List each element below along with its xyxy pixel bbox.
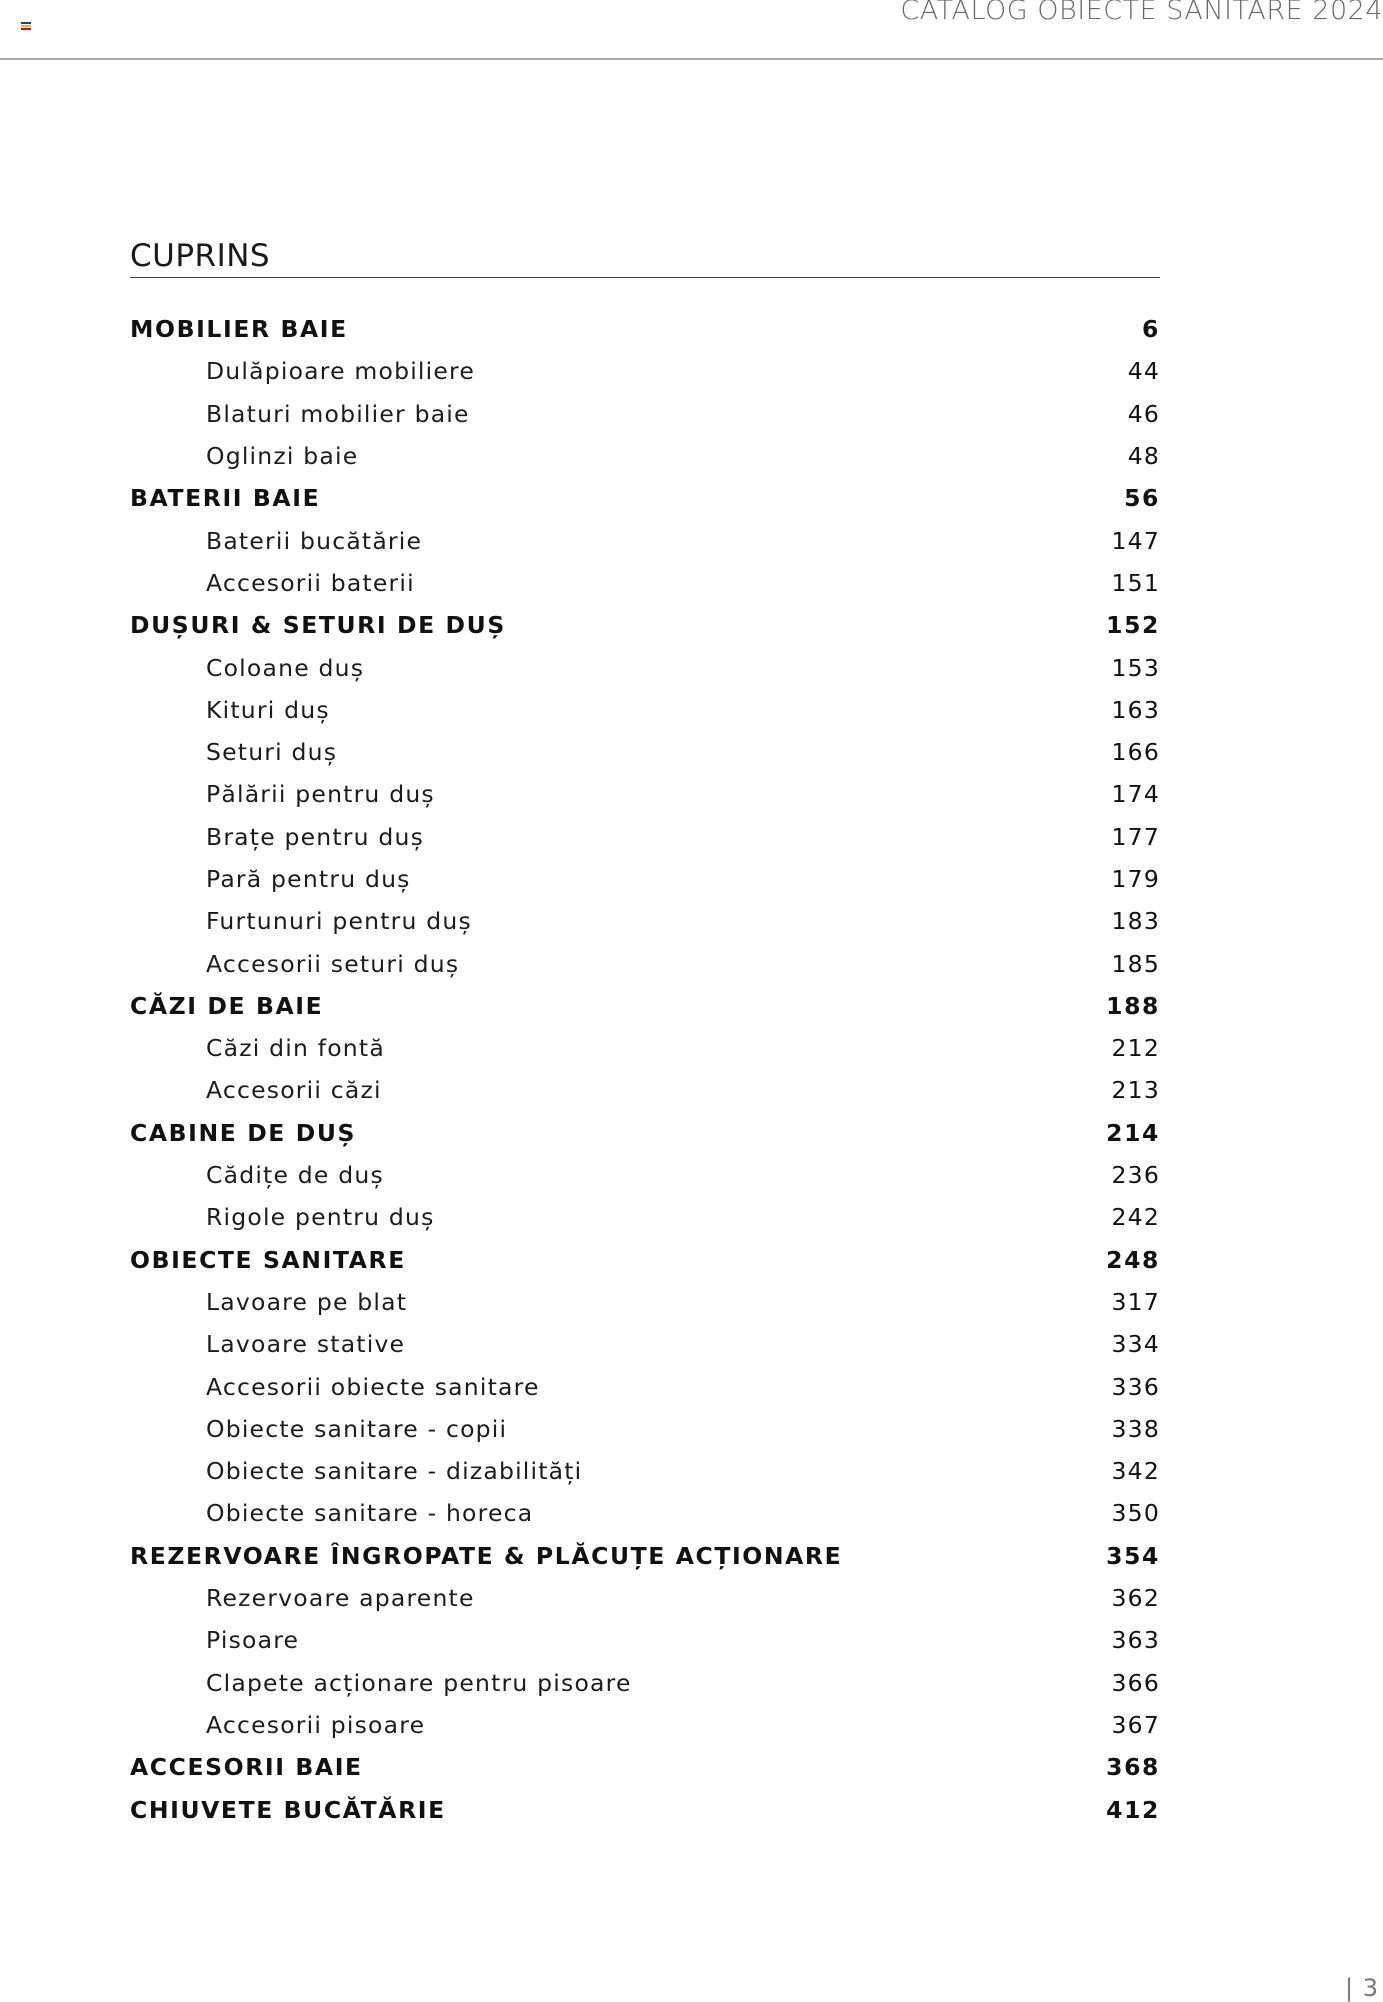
toc-entry-label: Kituri duș — [206, 695, 330, 724]
toc-entry-label: CHIUVETE BUCĂTĂRIE — [130, 1795, 446, 1824]
toc-entry-page-number: 336 — [1111, 1372, 1160, 1401]
toc-entry-label: Dulăpioare mobiliere — [206, 357, 476, 386]
toc-entry-label: Lavoare stative — [206, 1330, 406, 1359]
toc-entry-page-number: 236 — [1111, 1161, 1160, 1190]
toc-section-entry[interactable] — [130, 1788, 1160, 1830]
toc-subsection-entry[interactable] — [130, 1154, 1160, 1196]
toc-entry-page-number: 185 — [1111, 949, 1160, 978]
toc-entry-label: Obiecte sanitare - horeca — [206, 1499, 534, 1528]
toc-entry-page-number: 212 — [1111, 1034, 1160, 1063]
toc-entry-page-number: 248 — [1106, 1245, 1160, 1274]
toc-entry-page-number: 177 — [1111, 822, 1160, 851]
toc-section-entry[interactable] — [130, 985, 1160, 1027]
toc-entry-page-number: 163 — [1111, 695, 1160, 724]
toc-entry-page-number: 368 — [1106, 1753, 1160, 1782]
toc-subsection-entry[interactable] — [130, 1704, 1160, 1746]
toc-subsection-entry[interactable] — [130, 1069, 1160, 1111]
toc-entry-label: DUȘURI & SETURI DE DUȘ — [130, 611, 506, 640]
toc-entry-label: Căzi din fontă — [206, 1034, 385, 1063]
toc-entry-label: Accesorii obiecte sanitare — [206, 1372, 540, 1401]
toc-entry-page-number: 147 — [1111, 526, 1160, 555]
toc-entry-page-number: 46 — [1127, 399, 1160, 428]
toc-entry-label: Pară pentru duș — [206, 865, 411, 893]
toc-entry-label: Accesorii baterii — [206, 568, 415, 597]
catalog-title: CATALOG OBIECTE SANITARE 2024 — [900, 0, 1383, 24]
toc-entry-label: Brațe pentru duș — [206, 822, 425, 851]
toc-subsection-entry[interactable] — [130, 1619, 1160, 1661]
toc-subsection-entry[interactable] — [130, 393, 1160, 435]
toc-subsection-entry[interactable] — [130, 1577, 1160, 1619]
toc-subsection-entry[interactable] — [130, 562, 1160, 604]
toc-entry-page-number: 342 — [1111, 1457, 1160, 1486]
toc-entry-label: Blaturi mobilier baie — [206, 399, 470, 428]
toc-entry-label: Rezervoare aparente — [206, 1584, 475, 1613]
toc-entry-label: Cădițe de duș — [206, 1161, 384, 1190]
toc-entry-page-number: 354 — [1106, 1541, 1160, 1570]
toc-divider — [130, 277, 1160, 278]
toc-subsection-entry[interactable] — [130, 816, 1160, 858]
toc-entry-page-number: 366 — [1111, 1668, 1160, 1697]
toc-entry-page-number: 363 — [1111, 1626, 1160, 1655]
toc-subsection-entry[interactable] — [130, 689, 1160, 731]
toc-entry-label: ACCESORII BAIE — [130, 1753, 363, 1782]
toc-entry-label: Oglinzi baie — [206, 442, 359, 471]
toc-entry-page-number: 151 — [1111, 568, 1160, 597]
toc-entry-page-number: 213 — [1111, 1076, 1160, 1105]
toc-entry-page-number: 48 — [1127, 442, 1160, 471]
toc-entry-label: OBIECTE SANITARE — [130, 1245, 406, 1274]
toc-section-entry[interactable] — [130, 1535, 1160, 1577]
toc-subsection-entry[interactable] — [130, 1281, 1160, 1323]
toc-entry-page-number: 166 — [1111, 738, 1160, 767]
flag-stripe-yellow — [21, 25, 31, 27]
toc-entry-page-number: 153 — [1111, 653, 1160, 682]
toc-entry-label: Pălării pentru duș — [206, 780, 435, 809]
toc-subsection-entry[interactable] — [130, 1662, 1160, 1704]
page-header — [0, 0, 1383, 60]
toc-subsection-entry[interactable] — [130, 1450, 1160, 1492]
toc-subsection-entry[interactable] — [130, 900, 1160, 942]
toc-section-entry[interactable] — [130, 1239, 1160, 1281]
toc-entry-page-number: 334 — [1111, 1330, 1160, 1359]
toc-subsection-entry[interactable] — [130, 1196, 1160, 1238]
toc-entry-page-number: 152 — [1106, 611, 1160, 640]
toc-subsection-entry[interactable] — [130, 1027, 1160, 1069]
toc-title: CUPRINS — [130, 238, 271, 274]
toc-entry-label: Coloane duș — [206, 653, 365, 682]
toc-subsection-entry[interactable] — [130, 1323, 1160, 1365]
toc-entry-label: Clapete acționare pentru pisoare — [206, 1668, 632, 1697]
toc-subsection-entry[interactable] — [130, 942, 1160, 984]
toc-entry-page-number: 174 — [1111, 780, 1160, 809]
toc-entry-label: CABINE DE DUȘ — [130, 1118, 357, 1147]
toc-entry-label: Rigole pentru duș — [206, 1203, 435, 1232]
toc-section-entry[interactable] — [130, 308, 1160, 350]
toc-entry-page-number: 350 — [1111, 1499, 1160, 1528]
toc-entry-label: Accesorii seturi duș — [206, 949, 460, 978]
toc-entry-label: Accesorii căzi — [206, 1076, 382, 1105]
toc-entry-page-number: 242 — [1111, 1203, 1160, 1232]
toc-entry-page-number: 214 — [1106, 1118, 1160, 1147]
toc-entry-label: BATERII BAIE — [130, 484, 321, 513]
flag-stripe-blue — [21, 22, 31, 24]
romanian-flag-icon — [21, 22, 31, 30]
toc-subsection-entry[interactable] — [130, 731, 1160, 773]
toc-subsection-entry[interactable] — [130, 1365, 1160, 1407]
toc-subsection-entry[interactable] — [130, 773, 1160, 815]
flag-stripe-red — [21, 28, 31, 30]
toc-section-entry[interactable] — [130, 1112, 1160, 1154]
toc-entry-label: REZERVOARE ÎNGROPATE & PLĂCUȚE ACȚIONARE — [130, 1541, 843, 1570]
toc-subsection-entry[interactable] — [130, 858, 1160, 900]
toc-entry-label: Obiecte sanitare - copii — [206, 1414, 508, 1443]
toc-entry-page-number: 188 — [1106, 991, 1160, 1020]
toc-section-entry[interactable] — [130, 477, 1160, 519]
toc-entry-page-number: 44 — [1127, 357, 1160, 386]
toc-entry-label: Obiecte sanitare - dizabilități — [206, 1457, 583, 1486]
toc-section-entry[interactable] — [130, 1746, 1160, 1788]
toc-section-entry[interactable] — [130, 604, 1160, 646]
toc-entry-page-number: 317 — [1111, 1287, 1160, 1316]
toc-entry-page-number: 362 — [1111, 1584, 1160, 1613]
toc-entry-label: Pisoare — [206, 1626, 300, 1655]
toc-entry-label: Lavoare pe blat — [206, 1287, 408, 1316]
toc-subsection-entry[interactable] — [130, 519, 1160, 561]
toc-entry-label: Baterii bucătărie — [206, 526, 423, 555]
toc-entry-page-number: 412 — [1106, 1795, 1160, 1824]
footer-page-number: | 3 — [1345, 1974, 1379, 2002]
toc-entry-label: MOBILIER BAIE — [130, 315, 348, 344]
toc-list — [130, 308, 1160, 1831]
toc-entry-label: CĂZI DE BAIE — [130, 991, 324, 1020]
toc-entry-page-number: 179 — [1111, 865, 1160, 893]
toc-entry-page-number: 338 — [1111, 1414, 1160, 1443]
toc-entry-page-number: 367 — [1111, 1710, 1160, 1739]
toc-entry-page-number: 183 — [1111, 907, 1160, 936]
toc-subsection-entry[interactable] — [130, 646, 1160, 688]
toc-subsection-entry[interactable] — [130, 1492, 1160, 1534]
toc-entry-label: Furtunuri pentru duș — [206, 907, 472, 936]
toc-entry-label: Seturi duș — [206, 738, 338, 767]
toc-subsection-entry[interactable] — [130, 1408, 1160, 1450]
toc-entry-label: Accesorii pisoare — [206, 1710, 426, 1739]
toc-entry-page-number: 56 — [1124, 484, 1160, 513]
toc-subsection-entry[interactable] — [130, 350, 1160, 392]
toc-subsection-entry[interactable] — [130, 435, 1160, 477]
toc-entry-page-number: 6 — [1142, 315, 1160, 344]
